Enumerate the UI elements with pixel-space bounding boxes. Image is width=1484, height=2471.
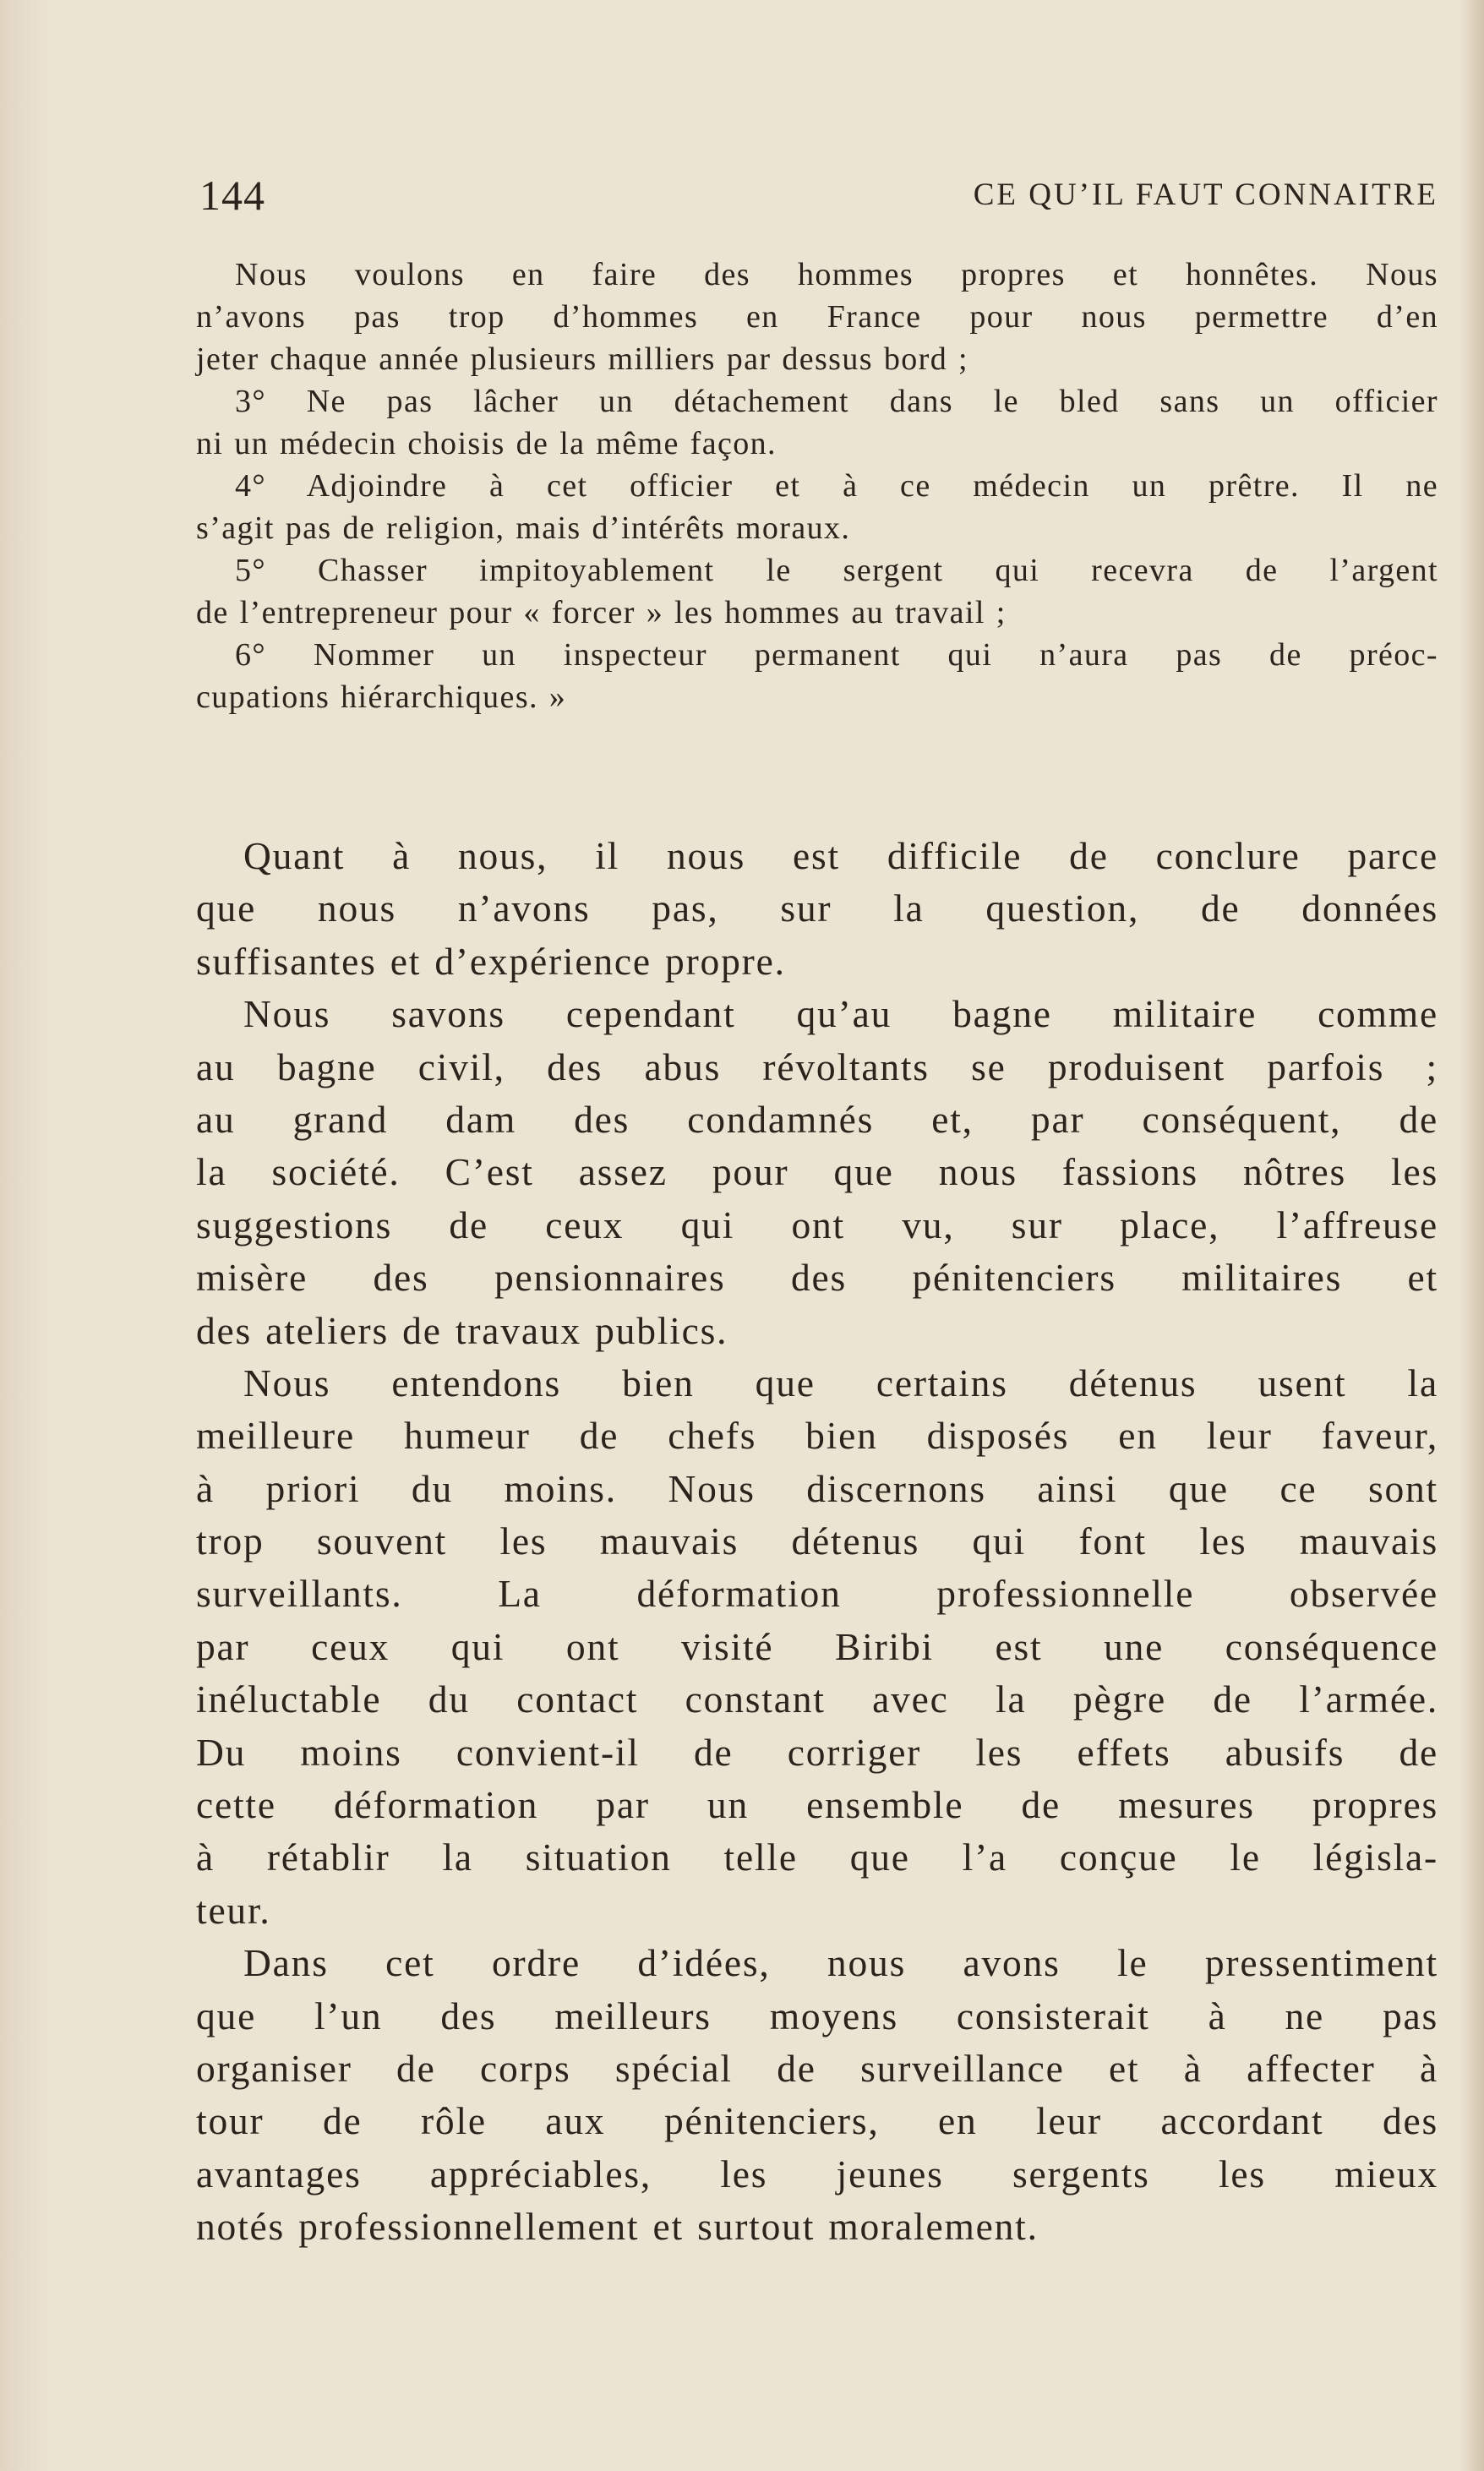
page-number: 144: [199, 172, 265, 219]
text-line: cette déformation par un ensemble de mesures propres: [196, 1783, 1438, 1827]
text-line: Dans cet ordre d’idées, nous avons le pressentiment: [243, 1941, 1438, 1985]
text-line: que l’un des meilleurs moyens consisterait à ne pas: [196, 1994, 1438, 2037]
text-line: à rétablir la situation telle que l’a conçue le législa-: [196, 1836, 1438, 1879]
quoted-recommendations: [196, 254, 1438, 718]
page-header: [199, 166, 1438, 225]
text-line: meilleure humeur de chefs bien disposés en leur faveur,: [196, 1414, 1438, 1458]
text-line: au grand dam des condamnés et, par conséquent, de: [196, 1097, 1438, 1141]
text-line: 4° Adjoindre à cet officier et à ce médecin un prêtre. Il ne: [235, 468, 1438, 504]
text-line: tour de rôle aux pénitenciers, en leur accordant des: [196, 2099, 1438, 2143]
text-line: misère des pensionnaires des pénitenciers militaires et: [196, 1256, 1438, 1300]
text-line: organiser de corps spécial de surveillance et à affecter à: [196, 2046, 1438, 2090]
text-line: avantages appréciables, les jeunes sergents les mieux: [196, 2152, 1438, 2196]
text-line: à priori du moins. Nous discernons ainsi que ce sont: [196, 1466, 1438, 1510]
body-text: [196, 830, 1438, 2254]
text-line: Du moins convient-il de corriger les effets abusifs de: [196, 1730, 1438, 1774]
text-line: que nous n’avons pas, sur la question, de données: [196, 886, 1438, 930]
text-line: de l’entrepreneur pour « forcer » les hommes au travail ;: [196, 595, 1007, 630]
text-line: trop souvent les mauvais détenus qui font les mauvais: [196, 1519, 1438, 1563]
text-line: suggestions de ceux qui ont vu, sur place, l’affreuse: [196, 1203, 1438, 1246]
text-line: 3° Ne pas lâcher un détachement dans le bled sans un officier: [235, 384, 1438, 419]
text-line: Quant à nous, il nous est difficile de conclure parce: [243, 834, 1438, 877]
text-line: Nous savons cependant qu’au bagne militaire comme: [243, 992, 1438, 1036]
text-line: Nous entendons bien que certains détenus usent la: [243, 1361, 1438, 1405]
text-line: s’agit pas de religion, mais d’intérêts moraux.: [196, 510, 851, 546]
text-line: suffisantes et d’expérience propre.: [196, 939, 786, 983]
text-line: surveillants. La déformation professionnelle observée: [196, 1572, 1438, 1616]
text-line: inéluctable du contact constant avec la pègre de l’armée.: [196, 1677, 1438, 1721]
text-line: 5° Chasser impitoyablement le sergent qui recevra de l’argent: [235, 553, 1438, 588]
text-line: la société. C’est assez pour que nous fassions nôtres les: [196, 1150, 1438, 1194]
text-line: 6° Nommer un inspecteur permanent qui n’aura pas de préoc-: [235, 637, 1438, 673]
text-line: notés professionnellement et surtout moralement.: [196, 2205, 1039, 2249]
text-line: au bagne civil, des abus révoltants se produisent parfois ;: [196, 1045, 1438, 1088]
text-line: jeter chaque année plusieurs milliers par dessus bord ;: [196, 341, 968, 377]
text-line: ni un médecin choisis de la même façon.: [196, 426, 777, 461]
text-line: par ceux qui ont visité Biribi est une conséquence: [196, 1624, 1438, 1668]
text-line: teur.: [196, 1888, 271, 1932]
text-line: des ateliers de travaux publics.: [196, 1308, 728, 1352]
text-line: Nous voulons en faire des hommes propres et honnêtes. Nous: [235, 257, 1438, 292]
text-line: n’avons pas trop d’hommes en France pour nous permettre d’en: [196, 299, 1438, 335]
text-line: cupations hiérarchiques. »: [196, 679, 567, 715]
running-title: CE QU’IL FAUT CONNAITRE: [973, 177, 1438, 212]
